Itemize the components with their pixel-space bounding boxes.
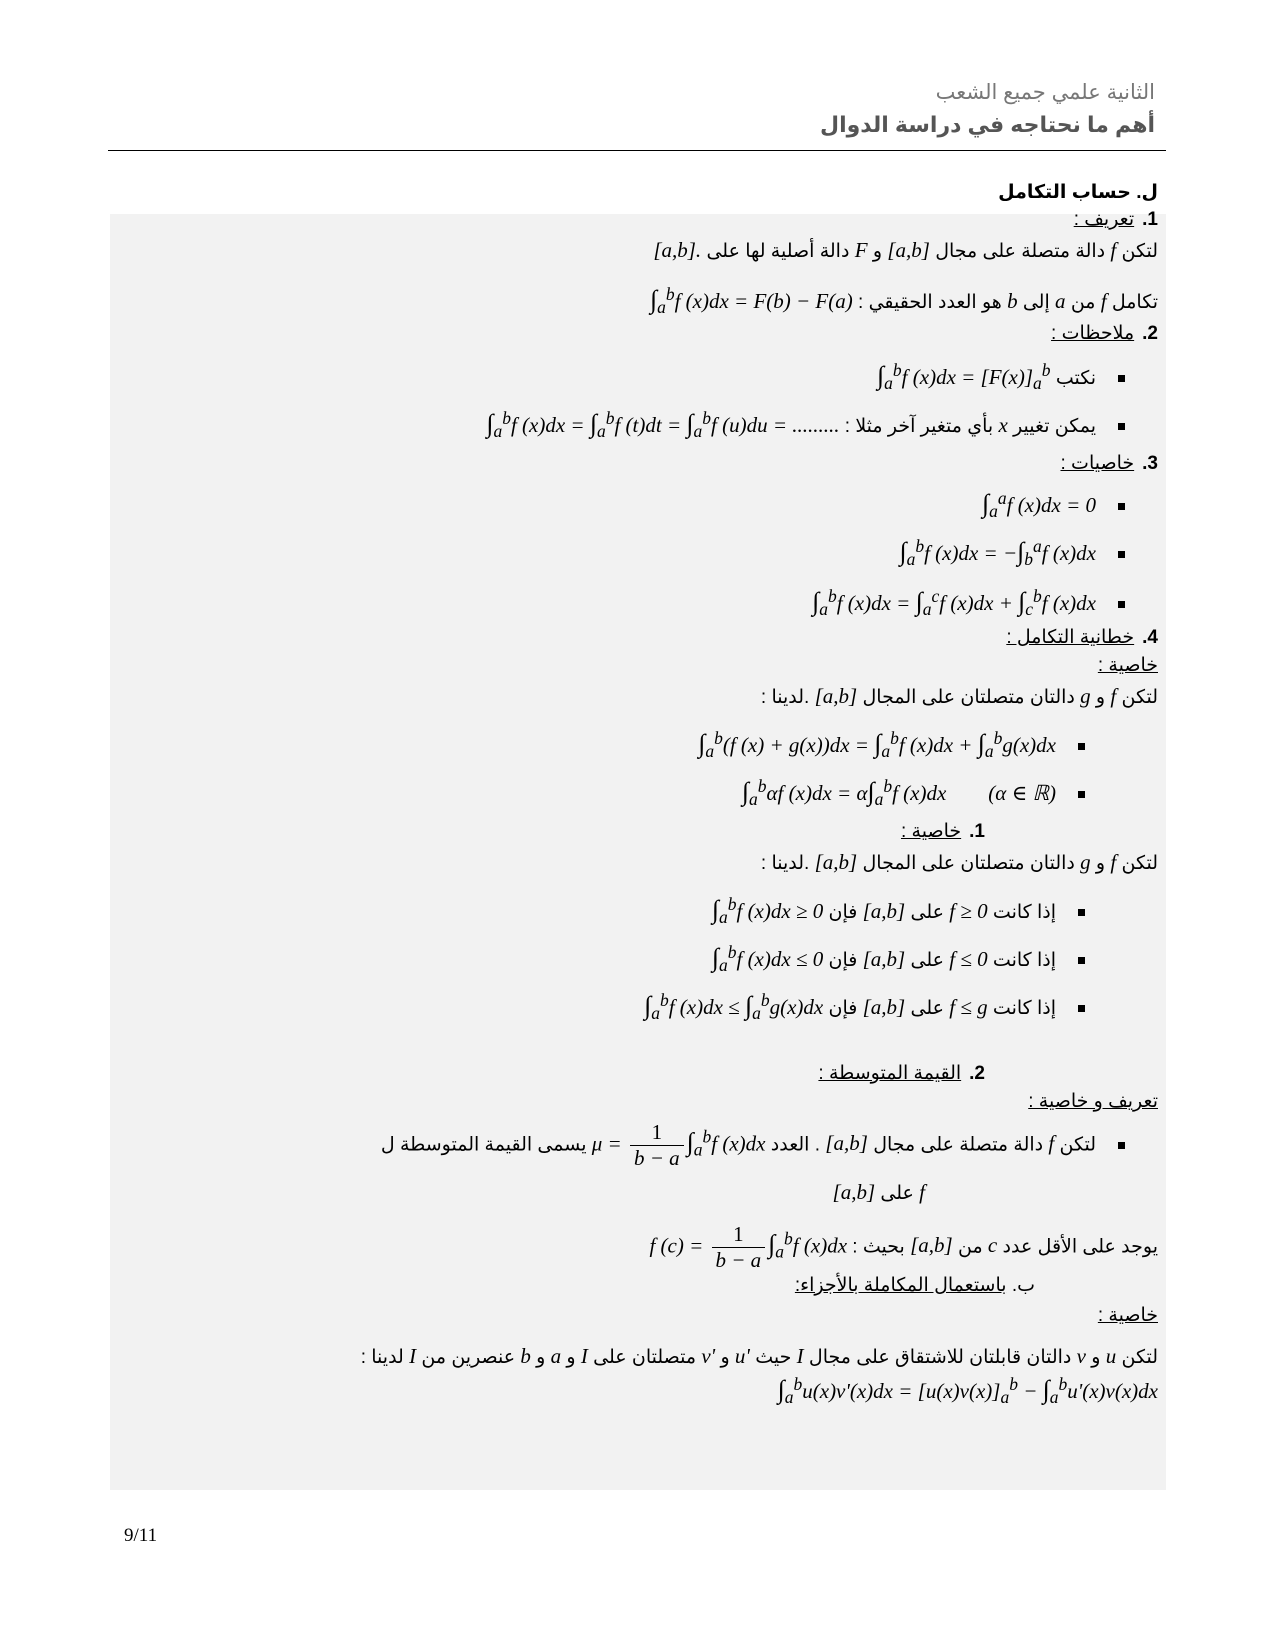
order-intro: لتكن f و g دالتان متصلتان على المجال [a,b] .لدينا :	[760, 850, 1158, 874]
linearity-1: $\int_a^b(f$ $(x) + g(x))dx = \int_a^bf$ $(x)dx + \int_a^bg(x)dx$	[698, 728, 1085, 762]
property-2: $\int_a^bf$ $(x)dx = -\int_b^af$ (x)dx	[899, 536, 1125, 570]
linearity-property-label: خاصية :	[1097, 655, 1158, 676]
linearity-intro: لتكن f و g دالتان متصلتان على المجال [a,b] .لدينا :	[760, 684, 1158, 708]
header-subject: الثانية علمي جميع الشعب	[935, 81, 1155, 104]
mean-line3: يوجد على الأقل عدد c من [a,b] بحيث : f (c) = $\frac{1}{b - a}$ $\int_a^bf$ (x)dx	[649, 1222, 1158, 1272]
definition-line2: تكامل f من a إلى b هو العدد الحقيقي : $\int_a^bf$ (x)dx = F(b) − F(a)	[649, 284, 1158, 318]
parts-property-label: خاصية :	[1097, 1305, 1158, 1326]
mean-heading: 2.القيمة المتوسطة :	[818, 1063, 985, 1084]
parts-formula: $\int_a^bu(x)v'(x)dx = [u(x)v(x)]_a^b - \int_a^bu'(x)v(x)dx$	[777, 1374, 1158, 1408]
parts-line1: لتكن u و v دالتان قابلتان للاشتقاق على مجال I حيث u' و v' متصلتان على I و a و b عنصرين من I لدينا :	[360, 1344, 1158, 1368]
mean-subheading: تعريف و خاصية :	[1028, 1091, 1158, 1112]
page-number: 9/11	[124, 1525, 158, 1546]
note-2: يمكن تغيير x بأي متغير آخر مثلا : $\int_a^bf$ $(x)dx = \int_a^bf$ $(t)dt = \int_a^bf$ (u)du = .........	[486, 408, 1125, 442]
mean-line2: f على [a,b]	[832, 1180, 925, 1204]
notes-heading: 2.ملاحظات :	[1051, 323, 1158, 344]
definition-line1: لتكن f دالة متصلة على مجال [a,b] و F دالة أصلية لها على [a,b].	[653, 238, 1158, 262]
properties-heading: 3.خاصيات :	[1060, 453, 1158, 474]
definition-heading: 1.تعريف :	[1073, 209, 1158, 230]
order-heading: 1.خاصية :	[900, 821, 985, 842]
note-1: نكتب $\int_a^bf$ $(x)dx = [F(x)]_a^b$	[877, 360, 1125, 394]
order-2: إذا كانت f ≤ 0 على [a,b] فإن $\int_a^bf$ (x)dx ≤ 0	[712, 942, 1085, 976]
order-3: إذا كانت f ≤ g على [a,b] فإن $\int_a^bf$ $(x)dx \le \int_a^bg(x)dx$	[644, 990, 1085, 1024]
linearity-heading: 4.خطانية التكامل :	[1006, 627, 1158, 648]
order-1: إذا كانت f ≥ 0 على [a,b] فإن $\int_a^bf$ (x)dx ≥ 0	[712, 894, 1085, 928]
parts-heading: ب. باستعمال المكاملة بالأجزاء:	[794, 1275, 1035, 1296]
property-1: $\int_a^af$ (x)dx = 0	[982, 488, 1125, 522]
header-title: أهم ما نحتاجه في دراسة الدوال	[820, 112, 1155, 137]
property-3: $\int_a^bf$ $(x)dx = \int_a^cf$ $(x)dx + \int_c^bf$ (x)dx	[812, 586, 1125, 620]
linearity-2: $\int_a^b\alpha f$ $(x)dx = \alpha\int_a^bf$ (x)dx (α ∈ ℝ)	[742, 776, 1085, 810]
header-divider	[108, 150, 1166, 151]
mean-line1: لتكن f دالة متصلة على مجال [a,b] . العدد μ = $\frac{1}{b - a}$ $\int_a^bf$ (x)dx يسمى القيمة المتوسطة ل	[381, 1120, 1125, 1171]
section-title: ل. حساب التكامل	[998, 182, 1158, 203]
